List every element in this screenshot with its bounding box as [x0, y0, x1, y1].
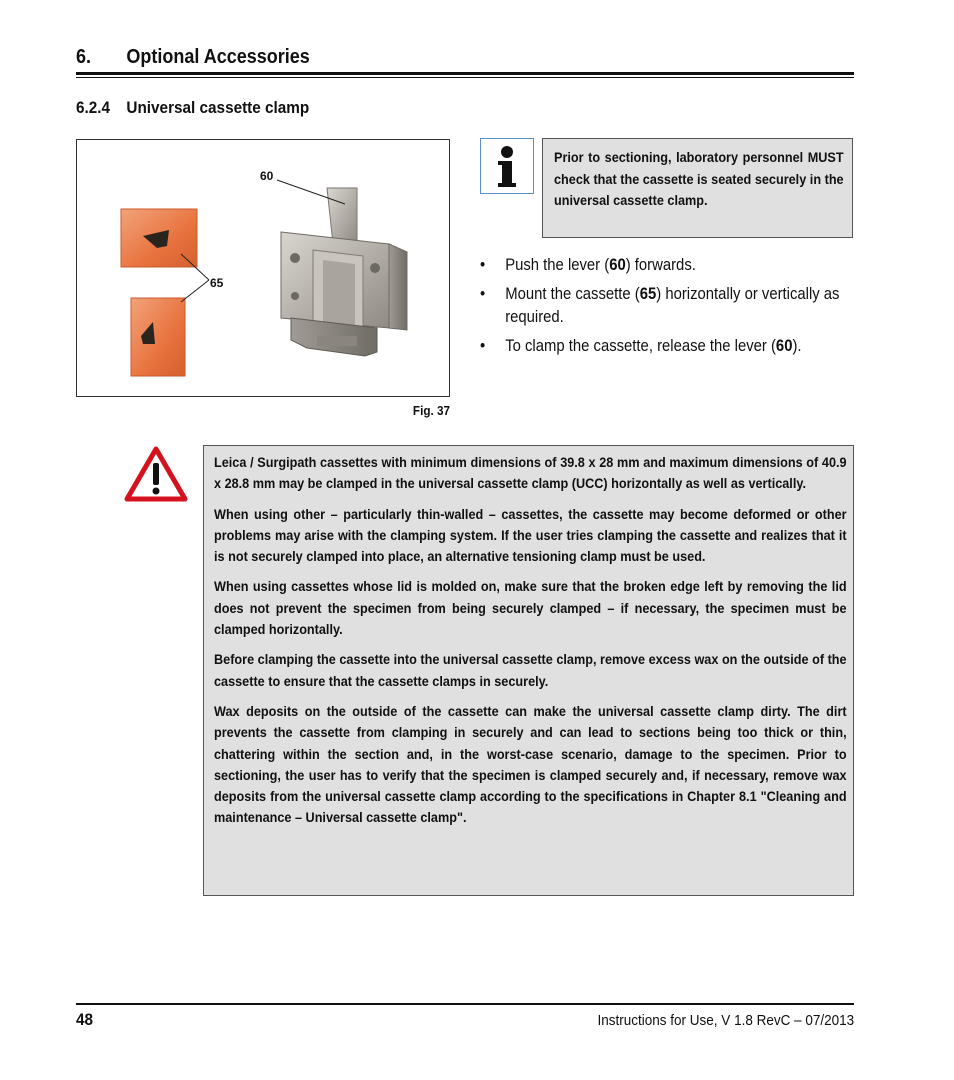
chapter-title: Optional Accessories: [126, 46, 310, 68]
figure-illustration: [77, 140, 449, 396]
warning-paragraph: When using other – particularly thin-walled – cassettes, the cassette may become deformed or other problems may arise with the clamping system. If the user tries clamping the cassette and realizes that it is not securely clamped into place, an alternative tensioning clamp must be used.: [214, 505, 847, 565]
instruction-text: ) horizontally or vertically as required.: [505, 285, 840, 326]
section-title: Universal cassette clamp: [126, 98, 310, 117]
instruction-text: ) forwards.: [625, 256, 696, 274]
footer-rule: [76, 1003, 854, 1005]
label-cassette: 65: [210, 276, 224, 290]
figure-universal-cassette-clamp: [76, 139, 450, 397]
page-number: 48: [76, 1010, 94, 1029]
warning-paragraph: Leica / Surgipath cassettes with minimum dimensions of 39.8 x 28 mm and maximum dimensions of 40.9 x 28.8 mm may be clamped in the universal cassette clamp (UCC) horizontally as well as vertically.: [214, 454, 847, 492]
label-lever: 60: [260, 169, 274, 183]
bullet: •: [480, 337, 486, 355]
warning-paragraph: Wax deposits on the outside of the cassette can make the universal cassette clamp dirty. The dirt prevents the cassette from clamping in securely and can lead to sections being too thick or thin, chattering within the section and, in the worst-case scenario, damage to the specimen. Prior to sectioning, the user has to verify that the specimen is clamped securely and, if necessary, remove wax deposits from the universal cassette clamp according to the specifications in Chapter 8.1 "Cleaning and maintenance – Universal cassette clamp".: [214, 702, 847, 826]
bullet: •: [480, 256, 486, 274]
warning-triangle-icon: [124, 446, 188, 502]
info-note-text: Prior to sectioning, laboratory personnel MUST check that the cassette is seated securely in the universal cassette clamp.: [554, 149, 844, 208]
instruction-text: Mount the cassette (: [505, 285, 640, 303]
instruction-item: [480, 254, 854, 277]
bullet: •: [480, 285, 486, 303]
instruction-list: [480, 254, 854, 364]
document-version: Instructions for Use, V 1.8 RevC – 07/2013: [597, 1012, 854, 1029]
reference-number: 65: [639, 285, 657, 303]
instruction-text: ).: [792, 337, 802, 355]
instruction-text: To clamp the cassette, release the lever (: [505, 337, 776, 355]
cassette-vertical: [131, 298, 185, 376]
instruction-text: Push the lever (: [505, 256, 610, 274]
header-rule-thick: [76, 72, 854, 75]
header-rule-thin: [76, 77, 854, 78]
warning-paragraph: When using cassettes whose lid is molded on, make sure that the broken edge left by removing the lid does not prevent the specimen from being securely clamped – if necessary, the specimen must be clamped horizontally.: [214, 578, 847, 638]
section-number: 6.2.4: [76, 98, 111, 117]
universal-cassette-clamp: [281, 188, 407, 356]
chapter-heading: [76, 46, 310, 69]
reference-number: 60: [609, 256, 626, 274]
info-icon: [480, 138, 534, 194]
chapter-number: 6.: [76, 46, 92, 68]
figure-caption: Fig. 37: [412, 403, 450, 418]
info-note-box: [542, 138, 853, 238]
warning-text: [214, 452, 847, 838]
reference-number: 60: [775, 337, 793, 355]
leader-line-cassette-2: [181, 280, 209, 302]
instruction-item: [480, 283, 854, 329]
instruction-item: [480, 335, 854, 358]
warning-paragraph: Before clamping the cassette into the universal cassette clamp, remove excess wax on the outside of the cassette to ensure that the cassette clamps in securely.: [214, 651, 847, 689]
clamp-lever: [327, 188, 357, 244]
section-heading: [76, 98, 309, 118]
warning-box: [203, 445, 854, 896]
